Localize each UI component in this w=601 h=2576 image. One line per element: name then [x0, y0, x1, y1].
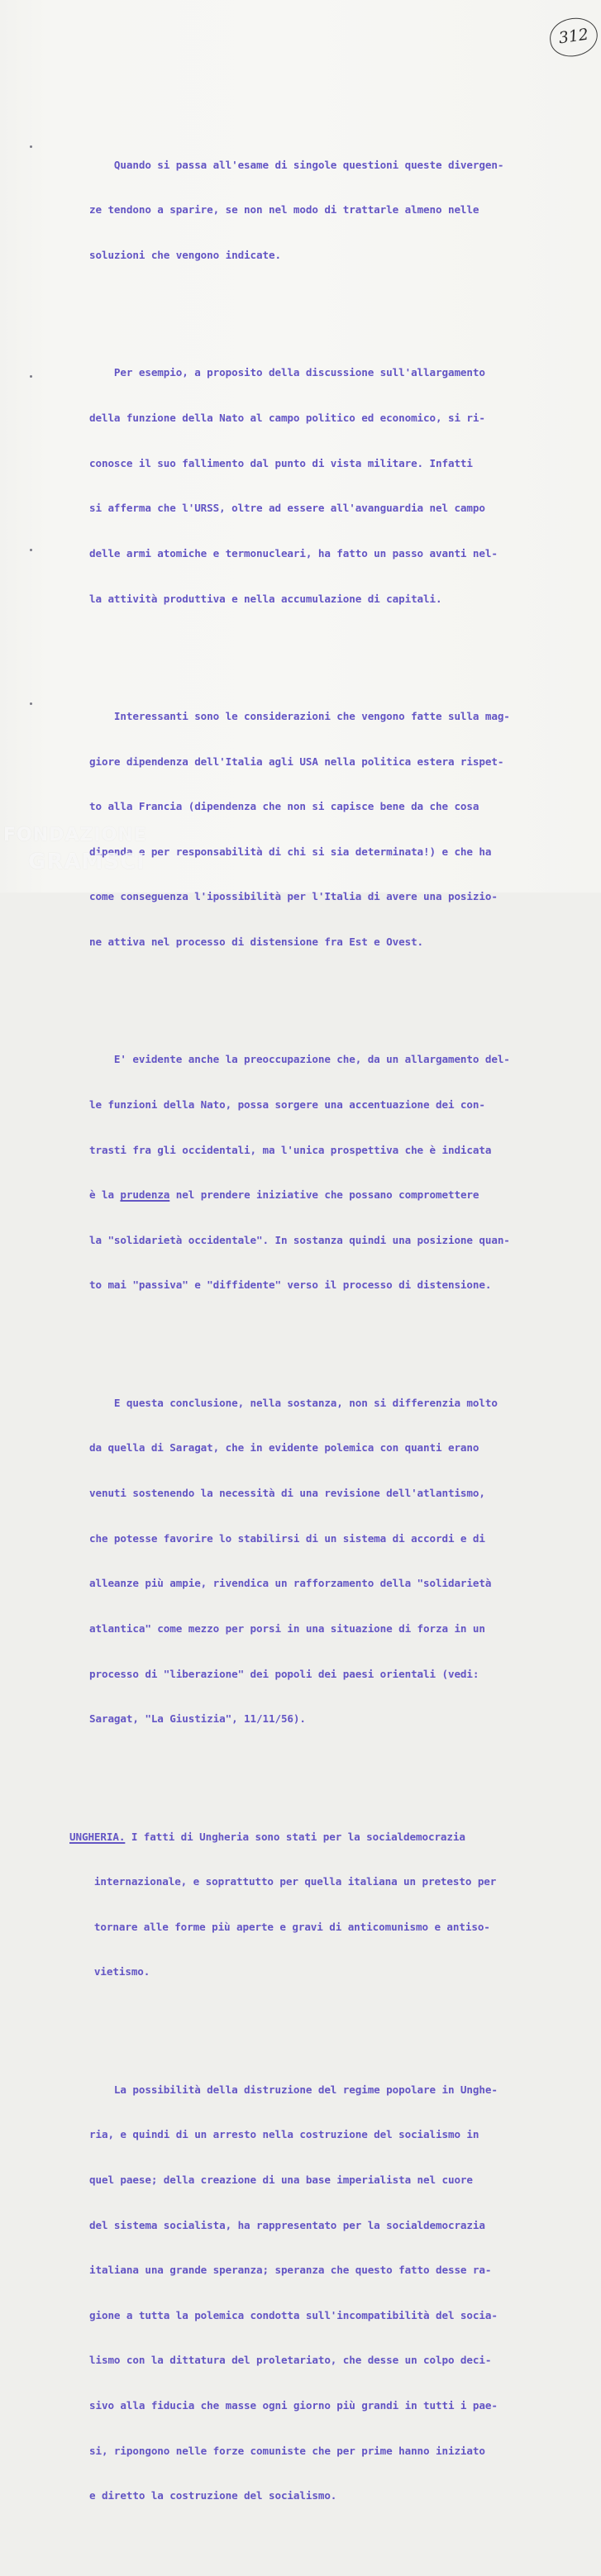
text-line: gione a tutta la polemica condotta sull'incompatibilità del socia-	[89, 2308, 498, 2321]
paragraph	[89, 679, 585, 980]
text-line: la "solidarietà occidentale". In sostanza quindi una posizione quan-	[89, 1233, 510, 1246]
text-line: sivo alla fiducia che masse ogni giorno più grandi in tutti i pae-	[89, 2399, 498, 2412]
text-line: del sistema socialista, ha rappresentato per la socialdemocrazia	[89, 2218, 485, 2231]
text-line: Per esempio, a proposito della discussione sull'allargamento	[89, 366, 485, 379]
page-number-circled: 312	[547, 15, 600, 60]
paragraph	[89, 1022, 585, 1323]
text-line: E' evidente anche la preoccupazione che, da un allargamento del-	[89, 1053, 510, 1066]
text-line: italiana una grande speranza; speranza che questo fatto desse ra-	[89, 2264, 492, 2277]
text-line-underlined-ungheria: UNGHERIA. I fatti di Ungheria sono stati per la socialdemocrazia	[69, 1830, 465, 1843]
text-line: soluzioni che vengono indicate.	[89, 249, 281, 262]
text-line: E questa conclusione, nella sostanza, non si differenzia molto	[89, 1396, 498, 1409]
text-line: dipenda e per responsabilità di chi si sia determinata!) e che ha	[89, 845, 492, 858]
text-line: to alla Francia (dipendenza che non si capisce bene da che cosa	[89, 800, 479, 813]
paragraph	[89, 2052, 585, 2534]
text-line: come conseguenza l'ipossibilità per l'Italia di avere una posizio-	[89, 890, 498, 903]
text-line: si, ripongono nelle forze comuniste che per prime hanno iniziato	[89, 2444, 485, 2457]
text-line: ne attiva nel processo di distensione fra Est e Ovest.	[89, 935, 424, 948]
paragraph	[89, 336, 585, 636]
text-line: to mai "passiva" e "diffidente" verso il processo di distensione.	[89, 1278, 492, 1292]
text-line: tornare alle forme più aperte e gravi di anticomunismo e antiso-	[69, 1920, 490, 1933]
text-line: Interessanti sono le considerazioni che vengono fatte sulla mag-	[89, 709, 510, 722]
margin-dot	[30, 702, 32, 705]
text-line: conosce il suo fallimento dal punto di vista militare. Infatti	[89, 456, 473, 469]
text-line: si afferma che l'URSS, oltre ad essere all'avanguardia nel campo	[89, 502, 485, 515]
text-line: lismo con la dittatura del proletariato, che desse un colpo deci-	[89, 2354, 492, 2367]
paragraph	[89, 127, 585, 293]
text-line: ze tendono a sparire, se non nel modo di trattarle almeno nelle	[89, 203, 479, 217]
text-line-underlined-prudenza: è la prudenza nel prendere iniziative che possano compromettere	[89, 1188, 479, 1202]
text-line: la attività produttiva e nella accumulazione di capitali.	[89, 592, 442, 605]
text-line: e diretto la costruzione del socialismo.	[89, 2489, 337, 2502]
text-line: le funzioni della Nato, possa sorgere una accentuazione dei con-	[89, 1098, 485, 1111]
text-line: trasti fra gli occidentali, ma l'unica prospettiva che è indicata	[89, 1143, 492, 1156]
text-line: alleanze più ampie, rivendica un rafforzamento della "solidarietà	[89, 1577, 492, 1590]
text-line: venuti sostenendo la necessità di una revisione dell'atlantismo,	[89, 1487, 485, 1500]
text-line: che potesse favorire lo stabilirsi di un sistema di accordi e di	[89, 1531, 485, 1545]
margin-dot	[30, 145, 32, 148]
text-line: quel paese; della creazione di una base imperialista nel cuore	[89, 2174, 473, 2187]
text-line: giore dipendenza dell'Italia agli USA nella politica estera rispet-	[89, 755, 504, 768]
watermark-line: GRAMSCI	[28, 850, 145, 874]
text-line: Quando si passa all'esame di singole questioni queste divergen-	[89, 158, 504, 171]
text-line: processo di "liberazione" dei popoli dei paesi orientali (vedi:	[89, 1667, 479, 1680]
paragraph	[89, 1365, 585, 1756]
paragraph-ungheria	[69, 1799, 585, 2010]
text-line: della funzione della Nato al campo politico ed economico, si ri-	[89, 412, 485, 425]
archive-watermark	[3, 820, 160, 886]
text-line: La possibilità della distruzione del regime popolare in Unghe-	[89, 2083, 498, 2096]
text-line: da quella di Saragat, che in evidente polemica con quanti erano	[89, 1441, 479, 1455]
text-line: Saragat, "La Giustizia", 11/11/56).	[89, 1712, 306, 1726]
text-line: ria, e quindi di un arresto nella costruzione del socialismo in	[89, 2128, 479, 2141]
text-line: vietismo.	[69, 1965, 150, 1978]
margin-dot	[30, 549, 32, 551]
text-line: internazionale, e soprattutto per quella italiana un pretesto per	[69, 1875, 497, 1888]
text-line: delle armi atomiche e termonucleari, ha fatto un passo avanti nel-	[89, 546, 498, 559]
text-line: atlantica" come mezzo per porsi in una situazione di forza in un	[89, 1621, 485, 1635]
margin-dot	[30, 375, 32, 378]
watermark-line: FONDAZIONE	[3, 825, 147, 845]
